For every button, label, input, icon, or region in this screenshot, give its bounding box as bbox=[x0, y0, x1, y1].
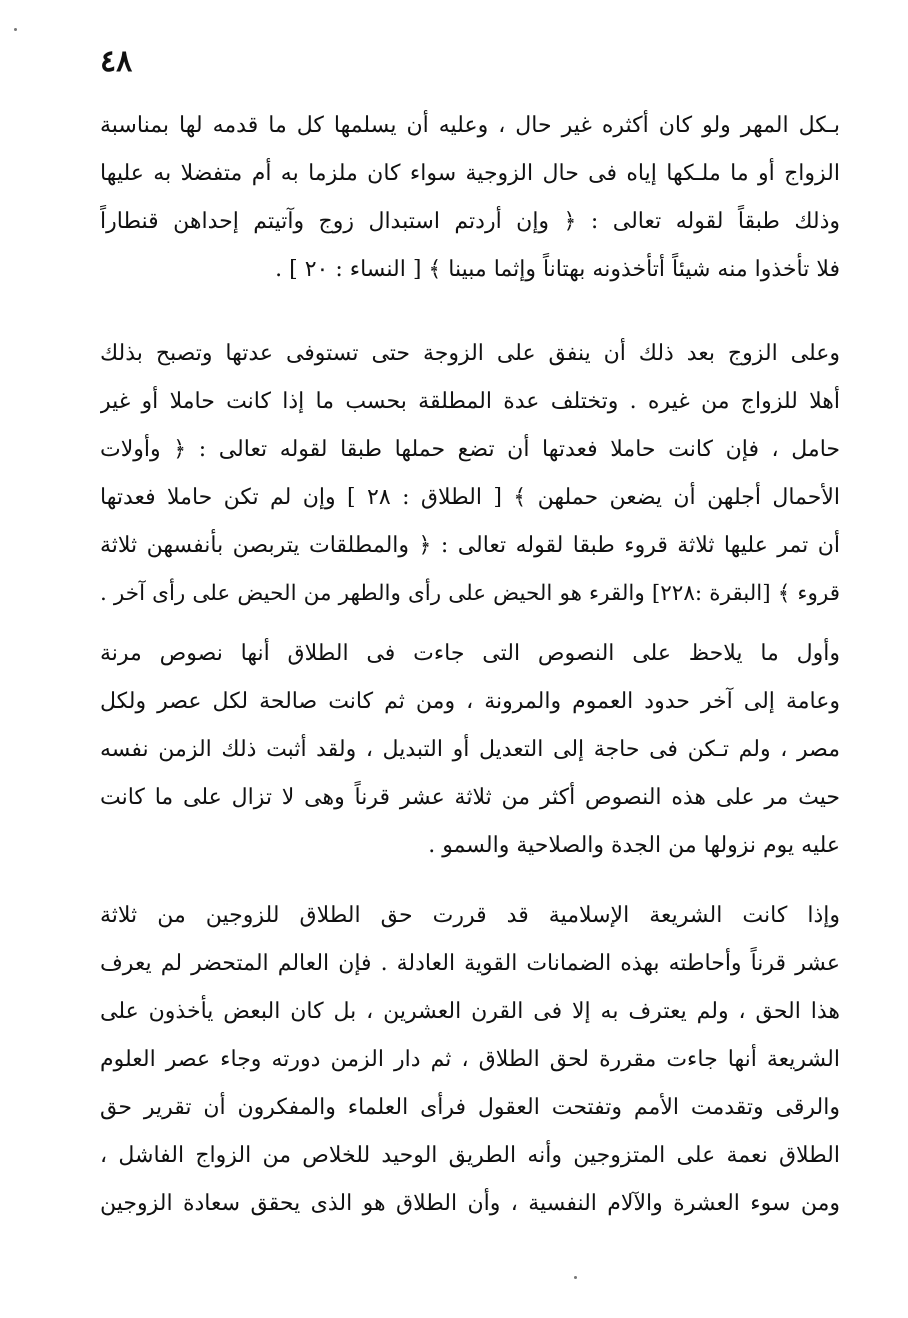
text-line: فلا تأخذوا منه شيئاً أتأخذونه بهتاناً وإثما مبينا ﴾ [ النساء : ٢٠ ] . bbox=[275, 257, 840, 282]
text-line: مصر ، ولم تـكن فى حاجة إلى التعديل أو التبديل ، ولقد أثبت ذلك الزمن نفسه bbox=[100, 737, 840, 762]
text-line: وعلى الزوج بعد ذلك أن ينفق على الزوجة حتى تستوفى عدتها وتصبح بذلك bbox=[100, 341, 840, 366]
text-line: بـكل المهر ولو كان أكثره غير حال ، وعليه أن يسلمها كل ما قدمه لها بمناسبة bbox=[100, 113, 840, 138]
text-line: أهلا للزواج من غيره . وتختلف عدة المطلقة بحسب ما إذا كانت حاملا أو غير bbox=[100, 389, 840, 414]
text-line: عشر قرناً وأحاطته بهذه الضمانات القوية العادلة . فإن العالم المتحضر لم يعرف bbox=[100, 951, 840, 976]
text-line: الزواج أو ما ملـكها إياه فى حال الزوجية سواء كان ملزما به أم متفضلا به عليها bbox=[100, 161, 840, 186]
paragraph-3 bbox=[100, 630, 840, 870]
paragraph-4 bbox=[100, 892, 840, 1228]
scan-speck bbox=[14, 28, 17, 31]
text-line: حامل ، فإن كانت حاملا فعدتها أن تضع حملها طبقا لقوله تعالى : ﴿ وأولات bbox=[100, 437, 840, 462]
text-line: حيث مر على هذه النصوص أكثر من ثلاثة عشر قرناً وهى لا تزال على ما كانت bbox=[100, 785, 840, 810]
text-line: قروء ﴾ [البقرة :٢٢٨] والقرء هو الحيض على رأى والطهر من الحيض على رأى آخر . bbox=[100, 581, 840, 606]
scan-speck bbox=[574, 1276, 577, 1279]
text-line: عليه يوم نزولها من الجدة والصلاحية والسمو . bbox=[428, 833, 840, 858]
text-line: الأحمال أجلهن أن يضعن حملهن ﴾ [ الطلاق : ٢٨ ] وإن لم تكن حاملا فعدتها bbox=[100, 485, 840, 510]
text-line: أن تمر عليها ثلاثة قروء طبقا لقوله تعالى : ﴿ والمطلقات يتربصن بأنفسهن ثلاثة bbox=[100, 533, 840, 558]
text-line: الشريعة أنها جاءت مقررة لحق الطلاق ، ثم دار الزمن دورته وجاء عصر العلوم bbox=[100, 1047, 840, 1072]
text-line: هذا الحق ، ولم يعترف به إلا فى القرن العشرين ، بل كان البعض يأخذون على bbox=[100, 999, 840, 1024]
paragraph-1 bbox=[100, 102, 840, 294]
text-line: ومن سوء العشرة والآلام النفسية ، وأن الطلاق هو الذى يحقق سعادة الزوجين bbox=[100, 1191, 840, 1216]
text-line: والرقى وتقدمت الأمم وتفتحت العقول فرأى العلماء والمفكرون أن تقرير حق bbox=[100, 1095, 840, 1120]
paragraph-2 bbox=[100, 330, 840, 618]
text-line: وعامة إلى آخر حدود العموم والمرونة ، ومن ثم كانت صالحة لكل عصر ولكل bbox=[100, 689, 840, 714]
page-number: ٤٨ bbox=[100, 44, 133, 79]
text-line: وإذا كانت الشريعة الإسلامية قد قررت حق الطلاق للزوجين من ثلاثة bbox=[100, 903, 840, 928]
text-line: وأول ما يلاحظ على النصوص التى جاءت فى الطلاق أنها نصوص مرنة bbox=[100, 641, 840, 666]
text-line: وذلك طبقاً لقوله تعالى : ﴿ وإن أردتم استبدال زوج وآتيتم إحداهن قنطاراً bbox=[100, 209, 840, 234]
text-line: الطلاق نعمة على المتزوجين وأنه الطريق الوحيد للخلاص من الزواج الفاشل ، bbox=[100, 1143, 840, 1168]
